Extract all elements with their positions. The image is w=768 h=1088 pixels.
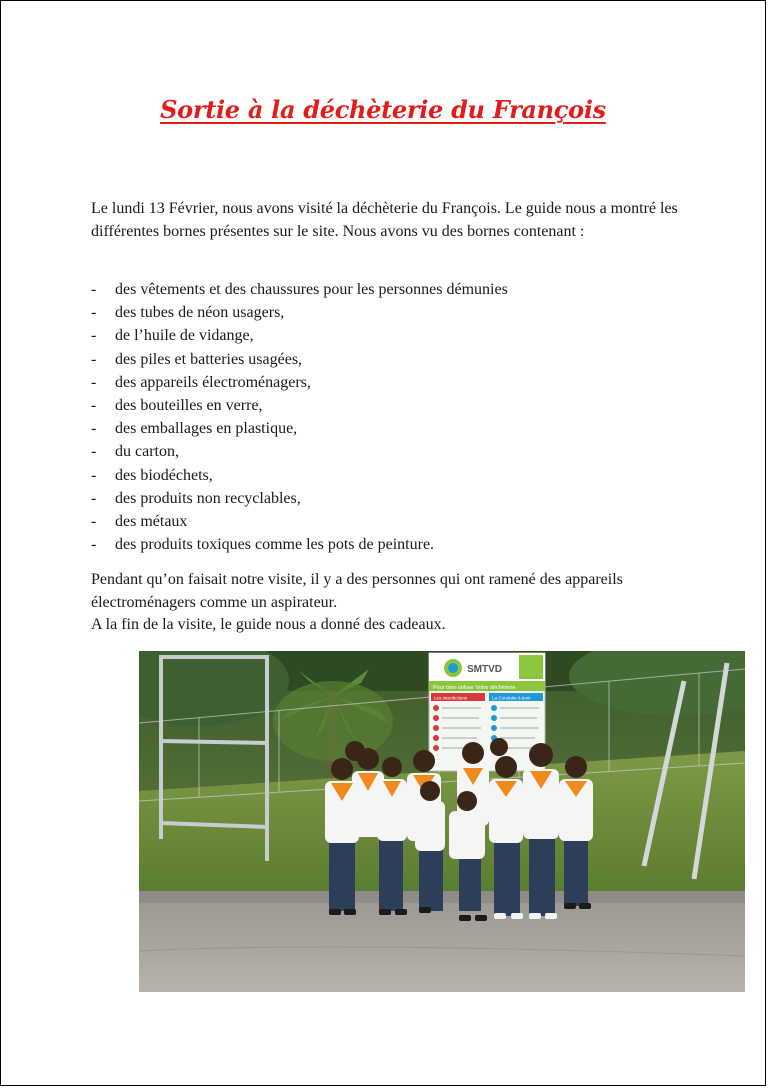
bullet-dash: - bbox=[91, 350, 97, 368]
bullet-dash: - bbox=[91, 489, 97, 507]
sign-slogan: Pour bien utiliser Votre déchèterie bbox=[433, 685, 516, 691]
intro-paragraph: Le lundi 13 Février, nous avons visité la déchèterie du François. Le guide nous a montré les différentes bornes présentes sur le site. Nous avons vu des bornes contenant : bbox=[91, 200, 678, 240]
sign-left-header: Les interdictions bbox=[434, 695, 468, 701]
list-item: - des bouteilles en verre, bbox=[91, 394, 691, 417]
list-item: - des vêtements et des chaussures pour les personnes démunies bbox=[91, 278, 691, 301]
list-item: - des produits non recyclables, bbox=[91, 487, 691, 510]
list-item: - du carton, bbox=[91, 440, 691, 463]
page-title: Sortie à la déchèterie du François bbox=[160, 95, 606, 124]
bullet-dash: - bbox=[91, 466, 97, 484]
sign-brand: SMTVD bbox=[467, 664, 502, 675]
bullet-dash: - bbox=[91, 281, 97, 298]
bullet-dash: - bbox=[91, 536, 97, 554]
bullet-dash: - bbox=[91, 513, 97, 531]
bullet-dash: - bbox=[91, 420, 97, 438]
bullet-dash: - bbox=[91, 373, 97, 391]
bullet-dash: - bbox=[91, 443, 97, 461]
closing-paragraphs bbox=[91, 569, 711, 637]
bin-list bbox=[91, 278, 691, 556]
bullet-dash: - bbox=[91, 397, 97, 415]
sign-right-header: La Conduite à tenir bbox=[492, 695, 531, 701]
list-item: - de l’huile de vidange, bbox=[91, 324, 691, 347]
bullet-dash: - bbox=[91, 327, 97, 345]
bullet-dash: - bbox=[91, 304, 97, 322]
information-sign bbox=[429, 653, 545, 771]
visit-paragraph-line-2: électroménagers comme un aspirateur. bbox=[91, 593, 338, 611]
group-photo bbox=[139, 651, 745, 992]
list-item: - des appareils électroménagers, bbox=[91, 371, 691, 394]
list-item: - des métaux bbox=[91, 510, 691, 533]
list-item: - des emballages en plastique, bbox=[91, 417, 691, 440]
list-item: - des tubes de néon usagers, bbox=[91, 301, 691, 324]
list-item: - des biodéchets, bbox=[91, 464, 691, 487]
gifts-paragraph: A la fin de la visite, le guide nous a donné des cadeaux. bbox=[91, 616, 446, 633]
list-item: - des piles et batteries usagées, bbox=[91, 348, 691, 371]
list-item: - des produits toxiques comme les pots de peinture. bbox=[91, 533, 691, 556]
visit-paragraph-line-1: Pendant qu’on faisait notre visite, il y a des personnes qui ont ramené des appareils bbox=[91, 571, 623, 588]
